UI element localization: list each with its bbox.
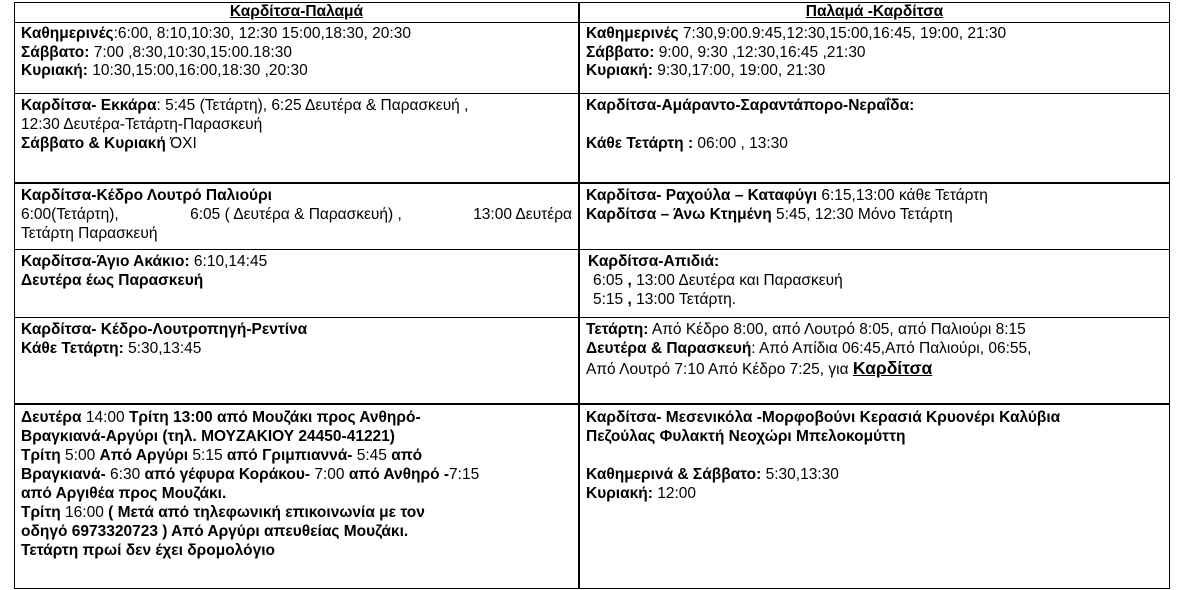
left-column-title: Καρδίτσα-Παλαμά: [229, 3, 364, 20]
left-block-agio-akakio: [14, 249, 579, 317]
rachoula-line-1: Καρδίτσα- Ραχούλα – Καταφύγι 6:15,13:00 κάθε Τετάρτη: [586, 187, 988, 204]
right-header-cell: [579, 2, 1170, 22]
saturday-line: Σάββατο: 7:00 ,8:30,10:30,15:00.18:30: [21, 43, 292, 61]
left-block-kedro: [14, 182, 579, 249]
saturday-line: Σάββατο: 9:00, 9:30 ,12:30,16:45 ,21:30: [586, 43, 866, 61]
mouzaki-line-2: Βραγκιανά-Αργύρι (τηλ. ΜΟΥΖΑΚΙΟΥ 24450-41221): [21, 428, 395, 445]
mouzaki-line-8: Τετάρτη πρωί δεν έχει δρομολόγιο: [21, 542, 275, 559]
right-block-return-karditsa: [579, 317, 1170, 403]
right-block-daily-schedule: [579, 22, 1170, 93]
left-header-cell: [14, 2, 579, 22]
return-line-1: Τετάρτη: Από Κέδρο 8:00, από Λουτρό 8:05, από Παλιούρι 8:15: [586, 321, 1026, 338]
mouzaki-line-1: Δευτέρα 14:00 Τρίτη 13:00 από Μουζάκι προς Ανθηρό-: [21, 409, 421, 426]
right-block-neraida: [579, 93, 1170, 182]
mesenikola-line-3: Καθημερινά & Σάββατο: 5:30,13:30: [586, 466, 839, 483]
ekkara-line-3: Σάββατο & Κυριακή ΌΧΙ: [21, 135, 197, 152]
mesenikola-spacer: [586, 446, 1163, 465]
mouzaki-line-3: Τρίτη 5:00 Από Αργύρι 5:15 από Γριμπιαννά- 5:45 από: [21, 447, 423, 464]
mouzaki-line-7: οδηγό 6973320723 ) Από Αργύρι απευθείας Μουζάκι.: [21, 523, 409, 540]
weekday-line: Καθημερινές 7:30,9:00.9:45,12:30,15:00,16:45, 19:00, 21:30: [586, 25, 1007, 42]
mesenikola-line-4: Κυριακή: 12:00: [586, 485, 697, 502]
rentina-line-2: Κάθε Τετάρτη: 5:30,13:45: [21, 340, 202, 357]
kedro-line-2: 6:00(Τετάρτη), 6:05 ( Δευτέρα & Παρασκευή) , 13:00 Δευτέρα: [21, 206, 572, 223]
mesenikola-line-1: Καρδίτσα- Μεσενικόλα -Μορφοβούνι Κερασιά Κρυονέρι Καλύβια: [586, 409, 1061, 426]
neraida-spacer: [586, 115, 1163, 134]
apidia-line-1: Καρδίτσα-Απιδιά:: [588, 253, 720, 270]
akakio-line-2: Δευτέρα έως Παρασκευή: [21, 272, 204, 289]
akakio-line-1: Καρδίτσα-Άγιο Ακάκιο: 6:10,14:45: [21, 253, 268, 270]
sunday-line: Κυριακή: 9:30,17:00, 19:00, 21:30: [586, 62, 826, 79]
ekkara-line-2: 12:30 Δευτέρα-Τετάρτη-Παρασκευή: [21, 116, 263, 133]
mesenikola-line-2: Πεζούλας Φυλακτή Νεοχώρι Μπελοκομύττη: [586, 428, 906, 445]
sunday-line: Κυριακή: 10:30,15:00,16:00,18:30 ,20:30: [21, 62, 308, 79]
right-block-apidia: [579, 249, 1170, 317]
left-block-daily-schedule: [14, 22, 579, 93]
left-block-mouzaki: [14, 403, 579, 589]
neraida-line-2: Κάθε Τετάρτη : 06:00 , 13:30: [586, 135, 788, 152]
left-block-rentina: [14, 317, 579, 403]
mouzaki-line-5: από Αργιθέα προς Μουζάκι.: [21, 485, 227, 502]
mouzaki-line-6: Τρίτη 16:00 ( Μετά από τηλεφωνική επικοινωνία με τον: [21, 504, 425, 521]
return-line-2: Δευτέρα & Παρασκευή: Από Απίδια 06:45,Από Παλιούρι, 06:55,: [586, 340, 1032, 357]
right-block-rachoula: [579, 182, 1170, 249]
return-line-3: Από Λουτρό 7:10 Από Κέδρο 7:25, για Καρδίτσα: [586, 358, 933, 378]
kedro-line-3: Τετάρτη Παρασκευή: [21, 225, 158, 242]
apidia-line-3: 5:15 , 13:00 Τετάρτη.: [593, 291, 737, 308]
ekkara-line-1: Καρδίτσα- Εκκάρα: 5:45 (Τετάρτη), 6:25 Δευτέρα & Παρασκευή ,: [21, 97, 469, 114]
left-block-ekkara: [14, 93, 579, 182]
schedule-table: [14, 2, 1170, 589]
mouzaki-line-4: Βραγκιανά- 6:30 από γέφυρα Κοράκου- 7:00 από Ανθηρό -7:15: [21, 466, 480, 483]
right-column-title: Παλαμά -Καρδίτσα: [805, 3, 944, 20]
right-block-mesenikola: [579, 403, 1170, 589]
rentina-line-1: Καρδίτσα- Κέδρο-Λουτροπηγή-Ρεντίνα: [21, 321, 308, 338]
neraida-line-1: Καρδίτσα-Αμάραντο-Σαραντάπορο-Νεραΐδα:: [586, 97, 915, 114]
apidia-line-2: 6:05 , 13:00 Δευτέρα και Παρασκευή: [593, 272, 843, 289]
weekday-line: Καθημερινές:6:00, 8:10,10:30, 12:30 15:00,18:30, 20:30: [21, 25, 411, 42]
kedro-line-1: Καρδίτσα-Κέδρο Λουτρό Παλιούρι: [21, 187, 272, 204]
ktimeni-line: Καρδίτσα – Άνω Κτημένη 5:45, 12:30 Μόνο Τετάρτη: [586, 206, 953, 223]
